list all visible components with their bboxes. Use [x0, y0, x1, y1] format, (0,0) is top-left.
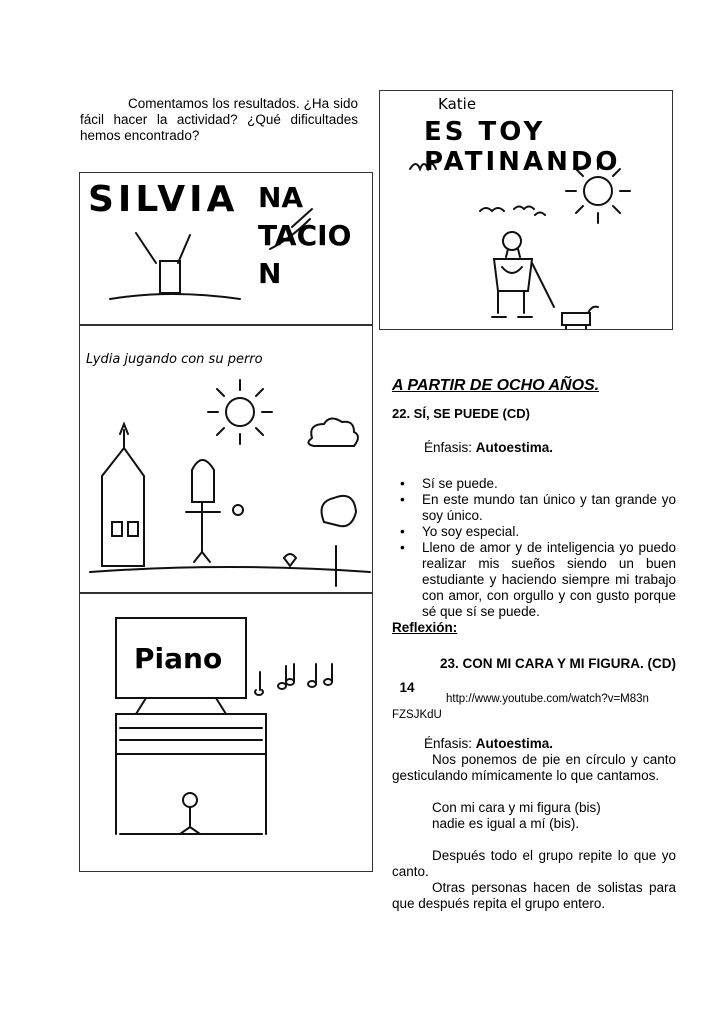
drawing-katie-skating [379, 90, 673, 330]
piano-caption: Piano [134, 642, 223, 675]
lyric-line: nadie es igual a mí (bis). [432, 816, 580, 831]
song-23-paragraph-1: Nos ponemos de pie en círculo y canto gesticulando mímicamente lo que cantamos. [392, 752, 676, 783]
intro-paragraph: Comentamos los resultados. ¿Ha sido fácil hacer la actividad? ¿Qué dificultades hemos encontrado? [80, 96, 358, 143]
song-22-title: 22. SÍ, SE PUEDE (CD) [392, 406, 530, 421]
emphasis-label: Énfasis: [424, 736, 473, 751]
katie-name: Katie [438, 95, 477, 113]
drawing-silvia-natacion [79, 172, 373, 325]
section-heading: A PARTIR DE OCHO AÑOS. [392, 377, 600, 394]
reflection-label: Reflexión: [392, 620, 458, 635]
list-item: • Yo soy especial. [392, 524, 676, 540]
katie-caption: ES TOY PATINANDO [424, 117, 621, 177]
page-number: 14 [399, 680, 415, 695]
song-23-paragraph-2: Después todo el grupo repite lo que yo canto. [392, 848, 676, 879]
lydia-caption: Lydia jugando con su perro [86, 352, 263, 367]
song-23-body [392, 736, 676, 912]
song-23-title: 23. CON MI CARA Y MI FIGURA. (CD) [440, 656, 677, 671]
emphasis-label: Énfasis: [424, 440, 473, 455]
song-23-emphasis [392, 736, 676, 752]
lyric-line: Con mi cara y mi figura (bis) [432, 800, 601, 815]
list-item: • Lleno de amor y de inteligencia yo puedo realizar mis sueños siendo un buen estudiante y haciendo siempre mi trabajo con amor, con orgullo y con gusto porque sé que sí se puede. [392, 540, 676, 620]
drawing-lydia-dog [79, 325, 373, 593]
silvia-caption: SILVIA [88, 179, 239, 220]
drawing-piano [79, 593, 373, 872]
list-item: • Sí se puede. [392, 476, 676, 492]
emphasis-value: Autoestima. [475, 440, 554, 455]
list-item: • En este mundo tan único y tan grande yo soy único. [392, 492, 676, 524]
age-section [392, 376, 676, 636]
song-22-emphasis [392, 440, 676, 456]
song-23-paragraph-3: Otras personas hacen de solistas para que después repita el grupo entero. [392, 880, 676, 911]
song-22-bullets [392, 476, 676, 620]
piano-illustration [80, 594, 372, 871]
song-23-url-cont[interactable]: FZSJKdU [392, 709, 442, 721]
song-23-url[interactable]: http://www.youtube.com/watch?v=M83n [446, 693, 649, 705]
natacion-caption: NA TACIO N [258, 181, 352, 290]
emphasis-value: Autoestima. [475, 736, 554, 751]
